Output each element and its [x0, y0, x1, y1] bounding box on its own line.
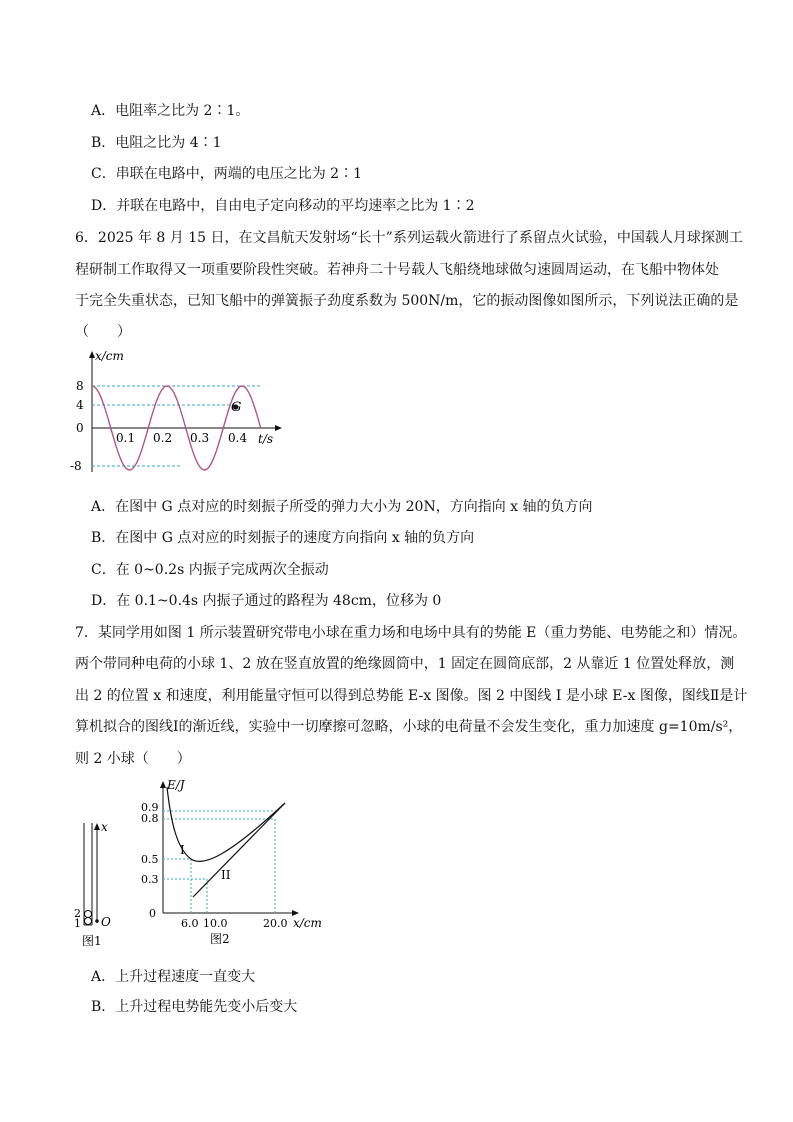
q5-option-a: A．电阻率之比为 2∶1。 [91, 103, 250, 119]
q6-option-d: D．在 0.1~0.4s 内振子通过的路程为 48cm，位移为 0 [91, 593, 442, 609]
y-axis-arrow [160, 781, 166, 788]
x-tick-label: 0.1 [116, 431, 136, 445]
y-axis-label: x/cm [95, 349, 124, 363]
x-tick-label: 10.0 [203, 917, 228, 930]
x-axis-arrow [275, 425, 282, 431]
line-ii [193, 803, 285, 897]
y-tick-label: 0 [149, 907, 156, 920]
y-tick-label: -8 [70, 459, 82, 473]
q6-option-a: A．在图中 G 点对应的时刻振子所受的弹力大小为 20N，方向指向 x 轴的负方向 [91, 499, 593, 515]
q5-option-b: B．电阻之比为 4∶1 [91, 135, 222, 151]
ball-1-label: 1 [74, 917, 81, 930]
q7-stem-line: 7．某同学用如图 1 所示装置研究带电小球在重力场和电场中具有的势能 E（重力势能、电势能之和）情况。 [75, 625, 747, 641]
x-tick-label: 0.2 [153, 431, 173, 445]
curve-i-label: I [180, 843, 185, 857]
q7-fig1-tube [72, 815, 122, 950]
q5-option-d: D．并联在电路中，自由电子定向移动的平均速率之比为 1∶2 [91, 198, 475, 214]
q6-vibration-graph [70, 348, 285, 478]
y-tick-label: 0 [76, 421, 84, 435]
ball-1 [85, 918, 92, 925]
curve-ii-label: II [221, 868, 231, 882]
q6-stem-line: 程研制工作取得又一项重要阶段性突破。若神舟二十号载人飞船绕地球做匀速圆周运动，在飞船中物体处 [75, 262, 719, 278]
q5-option-c: C．串联在电路中，两端的电压之比为 2∶1 [91, 166, 362, 182]
y-tick-label: 0.3 [141, 873, 159, 886]
fig2-caption: 图2 [210, 932, 230, 946]
q7-fig2-graph [135, 775, 330, 950]
y-tick-label: 0.9 [141, 801, 159, 814]
x-axis-arrow [94, 823, 100, 830]
ball-2-label: 2 [74, 907, 81, 920]
q6-stem-line: 于完全失重状态，已知飞船中的弹簧振子劲度系数为 500N/m，它的振动图像如图所示，下列说法正确的是 [75, 293, 739, 309]
x-axis-label: t/s [258, 432, 274, 446]
x-axis-label: x [101, 820, 108, 834]
q7-stem-line: 则 2 小球（ ） [75, 751, 191, 767]
q7-stem-line: 算机拟合的图线Ⅰ的渐近线，实验中一切摩擦可忽略，小球的电荷量不会发生变化，重力加速度 g=10m/s²， [75, 719, 743, 735]
x-tick-label: 0.4 [228, 431, 248, 445]
q6-stem-line: 6．2025 年 8 月 15 日，在文昌航天发射场“长十”系列运载火箭进行了系留点火试验，中国载人月球探测工 [75, 230, 743, 246]
x-tick-label: 6.0 [181, 917, 199, 930]
q7-stem-line: 两个带同种电荷的小球 1、2 放在竖直放置的绝缘圆筒中，1 固定在圆筒底部，2 从靠近 1 位置处释放，测 [75, 656, 735, 672]
y-tick-label: 0.5 [141, 853, 159, 866]
ball-2 [85, 911, 92, 918]
x-axis-label: x/cm [293, 916, 322, 930]
y-tick-label: 0.8 [141, 812, 159, 825]
fig1-caption: 图1 [82, 934, 102, 948]
y-tick-label: 4 [76, 398, 84, 412]
q6-option-c: C．在 0~0.2s 内振子完成两次全振动 [91, 562, 329, 578]
q6-option-b: B．在图中 G 点对应的时刻振子的速度方向指向 x 轴的负方向 [91, 530, 475, 546]
q7-option-b: B．上升过程电势能先变小后变大 [91, 999, 298, 1015]
point-g-label: G [231, 400, 242, 415]
q7-option-a: A．上升过程速度一直变大 [91, 969, 256, 985]
x-tick-label: 0.3 [190, 431, 210, 445]
q7-stem-line: 出 2 的位置 x 和速度，利用能量守恒可以得到总势能 E-x 图像。图 2 中图线 I 是小球 E-x 图像，图线Ⅱ是计 [75, 688, 748, 704]
origin-label: O [101, 915, 111, 929]
x-tick-label: 20.0 [263, 917, 288, 930]
q6-stem-line: （ ） [75, 324, 131, 340]
origin-dot [95, 919, 99, 923]
y-tick-label: 8 [76, 379, 84, 393]
y-axis-label: E/J [167, 778, 185, 792]
